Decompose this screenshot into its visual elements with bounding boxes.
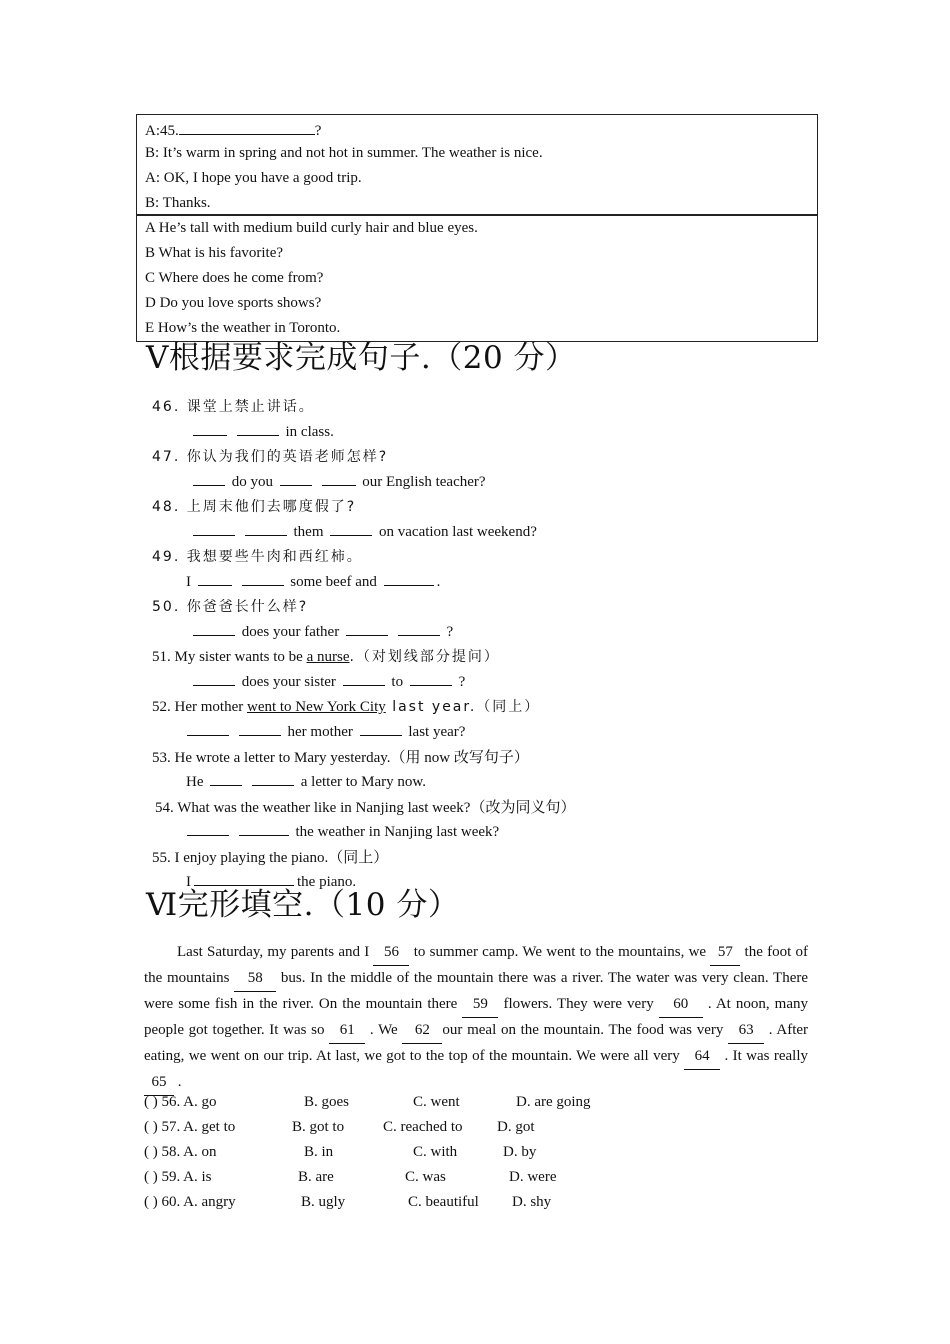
blank-60: 60 xyxy=(659,992,703,1018)
dialog-line: B: Thanks. xyxy=(145,195,211,211)
question-55-prompt: 55. I enjoy playing the piano.（同上） xyxy=(152,850,389,866)
blank-63: 63 xyxy=(728,1018,764,1044)
question-49-prompt: 49. 我想要些牛肉和西红柿。 xyxy=(152,549,363,565)
answer-blank xyxy=(239,721,281,736)
option-d: D. by xyxy=(503,1144,537,1160)
answer-blank xyxy=(193,621,235,636)
option-c: C. was xyxy=(405,1169,446,1185)
answer-blank xyxy=(187,821,229,836)
blank-57: 57 xyxy=(710,940,740,966)
option-c: C. reached to xyxy=(383,1119,463,1135)
section-5-title: Ⅴ根据要求完成句子.（20 分） xyxy=(146,340,577,376)
answer-blank xyxy=(187,721,229,736)
answer-blank xyxy=(384,571,434,586)
dialog-box xyxy=(136,114,818,216)
cloze-passage: Last Saturday, my parents and I 56 to summer camp. We went to the mountains, we 57 the foot of the mountains 58 bus. In the middle of the mountain there was a river. The water was very clean. There were some fish in the river. On the mountain there 59 flowers. They were very 60 . At noon, many people got together. It was so 61 . We 62 our meal on the mountain. The food was very 63 . After eating, we went on our trip. At last, we got to the top of the mountain. We were all very 64 . It was really 65 . xyxy=(144,940,808,1096)
question-46-answer: in class. xyxy=(190,421,334,441)
question-50-answer: does your father ? xyxy=(190,621,453,641)
option-question: ( ) 58. A. on xyxy=(144,1144,217,1160)
question-50-prompt: 50. 你爸爸长什么样? xyxy=(152,599,309,615)
answer-blank xyxy=(245,521,287,536)
option-b: B. ugly xyxy=(301,1194,346,1210)
blank-59: 59 xyxy=(462,992,498,1018)
blank-62: 62 xyxy=(402,1018,442,1044)
option-d: D. shy xyxy=(512,1194,552,1210)
choice-e: E How’s the weather in Toronto. xyxy=(145,320,341,336)
option-b: B. in xyxy=(304,1144,334,1160)
question-49-answer: I some beef and . xyxy=(186,571,440,591)
question-47-prompt: 47. 你认为我们的英语老师怎样? xyxy=(152,449,389,465)
option-question: ( ) 57. A. get to xyxy=(144,1119,236,1135)
option-question: ( ) 56. A. go xyxy=(144,1094,217,1110)
option-question: ( ) 60. A. angry xyxy=(144,1194,236,1210)
question-52-answer: her mother last year? xyxy=(184,721,465,741)
option-b: B. goes xyxy=(304,1094,349,1110)
question-53-answer: He a letter to Mary now. xyxy=(186,771,426,791)
underlined-phrase: a nurse xyxy=(306,649,350,665)
question-47-answer: do you our English teacher? xyxy=(190,471,486,491)
choices-box xyxy=(136,214,818,342)
blank-56: 56 xyxy=(373,940,409,966)
choice-b: B What is his favorite? xyxy=(145,245,284,261)
question-48-prompt: 48. 上周末他们去哪度假了? xyxy=(152,499,357,515)
dialog-line: A: OK, I hope you have a good trip. xyxy=(145,170,362,186)
blank-64: 64 xyxy=(684,1044,720,1070)
option-d: D. were xyxy=(509,1169,557,1185)
choice-d: D Do you love sports shows? xyxy=(145,295,322,311)
blank-58: 58 xyxy=(234,966,276,992)
answer-blank xyxy=(322,471,356,486)
answer-blank xyxy=(193,421,227,436)
answer-blank xyxy=(239,821,289,836)
option-question: ( ) 59. A. is xyxy=(144,1169,212,1185)
answer-blank xyxy=(343,671,385,686)
question-51-answer: does your sister to ? xyxy=(190,671,465,691)
option-b: B. got to xyxy=(292,1119,345,1135)
option-c: C. beautiful xyxy=(408,1194,479,1210)
question-55-answer: I the piano. xyxy=(186,871,356,891)
choice-c: C Where does he come from? xyxy=(145,270,324,286)
answer-blank xyxy=(242,571,284,586)
answer-blank xyxy=(398,621,440,636)
question-54-prompt: 54. What was the weather like in Nanjing last week?（改为同义句） xyxy=(155,800,576,816)
blank-65: 65 xyxy=(144,1070,174,1096)
option-c: C. went xyxy=(413,1094,460,1110)
dialog-line-a45: A:45. ? xyxy=(145,120,321,140)
choice-a: A He’s tall with medium build curly hair and blue eyes. xyxy=(145,220,478,236)
question-54-answer: the weather in Nanjing last week? xyxy=(184,821,499,841)
option-d: D. got xyxy=(497,1119,535,1135)
answer-blank xyxy=(198,571,232,586)
answer-blank xyxy=(346,621,388,636)
answer-blank xyxy=(360,721,402,736)
option-b: B. are xyxy=(298,1169,334,1185)
option-d: D. are going xyxy=(516,1094,591,1110)
option-c: C. with xyxy=(413,1144,458,1160)
answer-blank xyxy=(210,771,242,786)
question-52-prompt: 52. Her mother went to New York City last year.（同上） xyxy=(152,699,541,715)
dialog-line: B: It’s warm in spring and not hot in summer. The weather is nice. xyxy=(145,145,543,161)
answer-blank xyxy=(280,471,312,486)
answer-blank xyxy=(330,521,372,536)
answer-blank xyxy=(193,671,235,686)
question-53-prompt: 53. He wrote a letter to Mary yesterday.（用 now 改写句子） xyxy=(152,750,529,766)
question-48-answer: them on vacation last weekend? xyxy=(190,521,537,541)
answer-blank xyxy=(179,120,315,135)
answer-blank xyxy=(193,471,225,486)
blank-61: 61 xyxy=(329,1018,365,1044)
answer-blank xyxy=(193,521,235,536)
answer-blank xyxy=(252,771,294,786)
section-6-title: Ⅵ完形填空.（10 分） xyxy=(146,887,460,923)
answer-blank xyxy=(237,421,279,436)
answer-blank xyxy=(410,671,452,686)
question-46-prompt: 46. 课堂上禁止讲话。 xyxy=(152,399,315,415)
question-51-prompt: 51. My sister wants to be a nurse.（对划线部分提问） xyxy=(152,649,500,665)
underlined-phrase: went to New York City xyxy=(246,699,386,715)
